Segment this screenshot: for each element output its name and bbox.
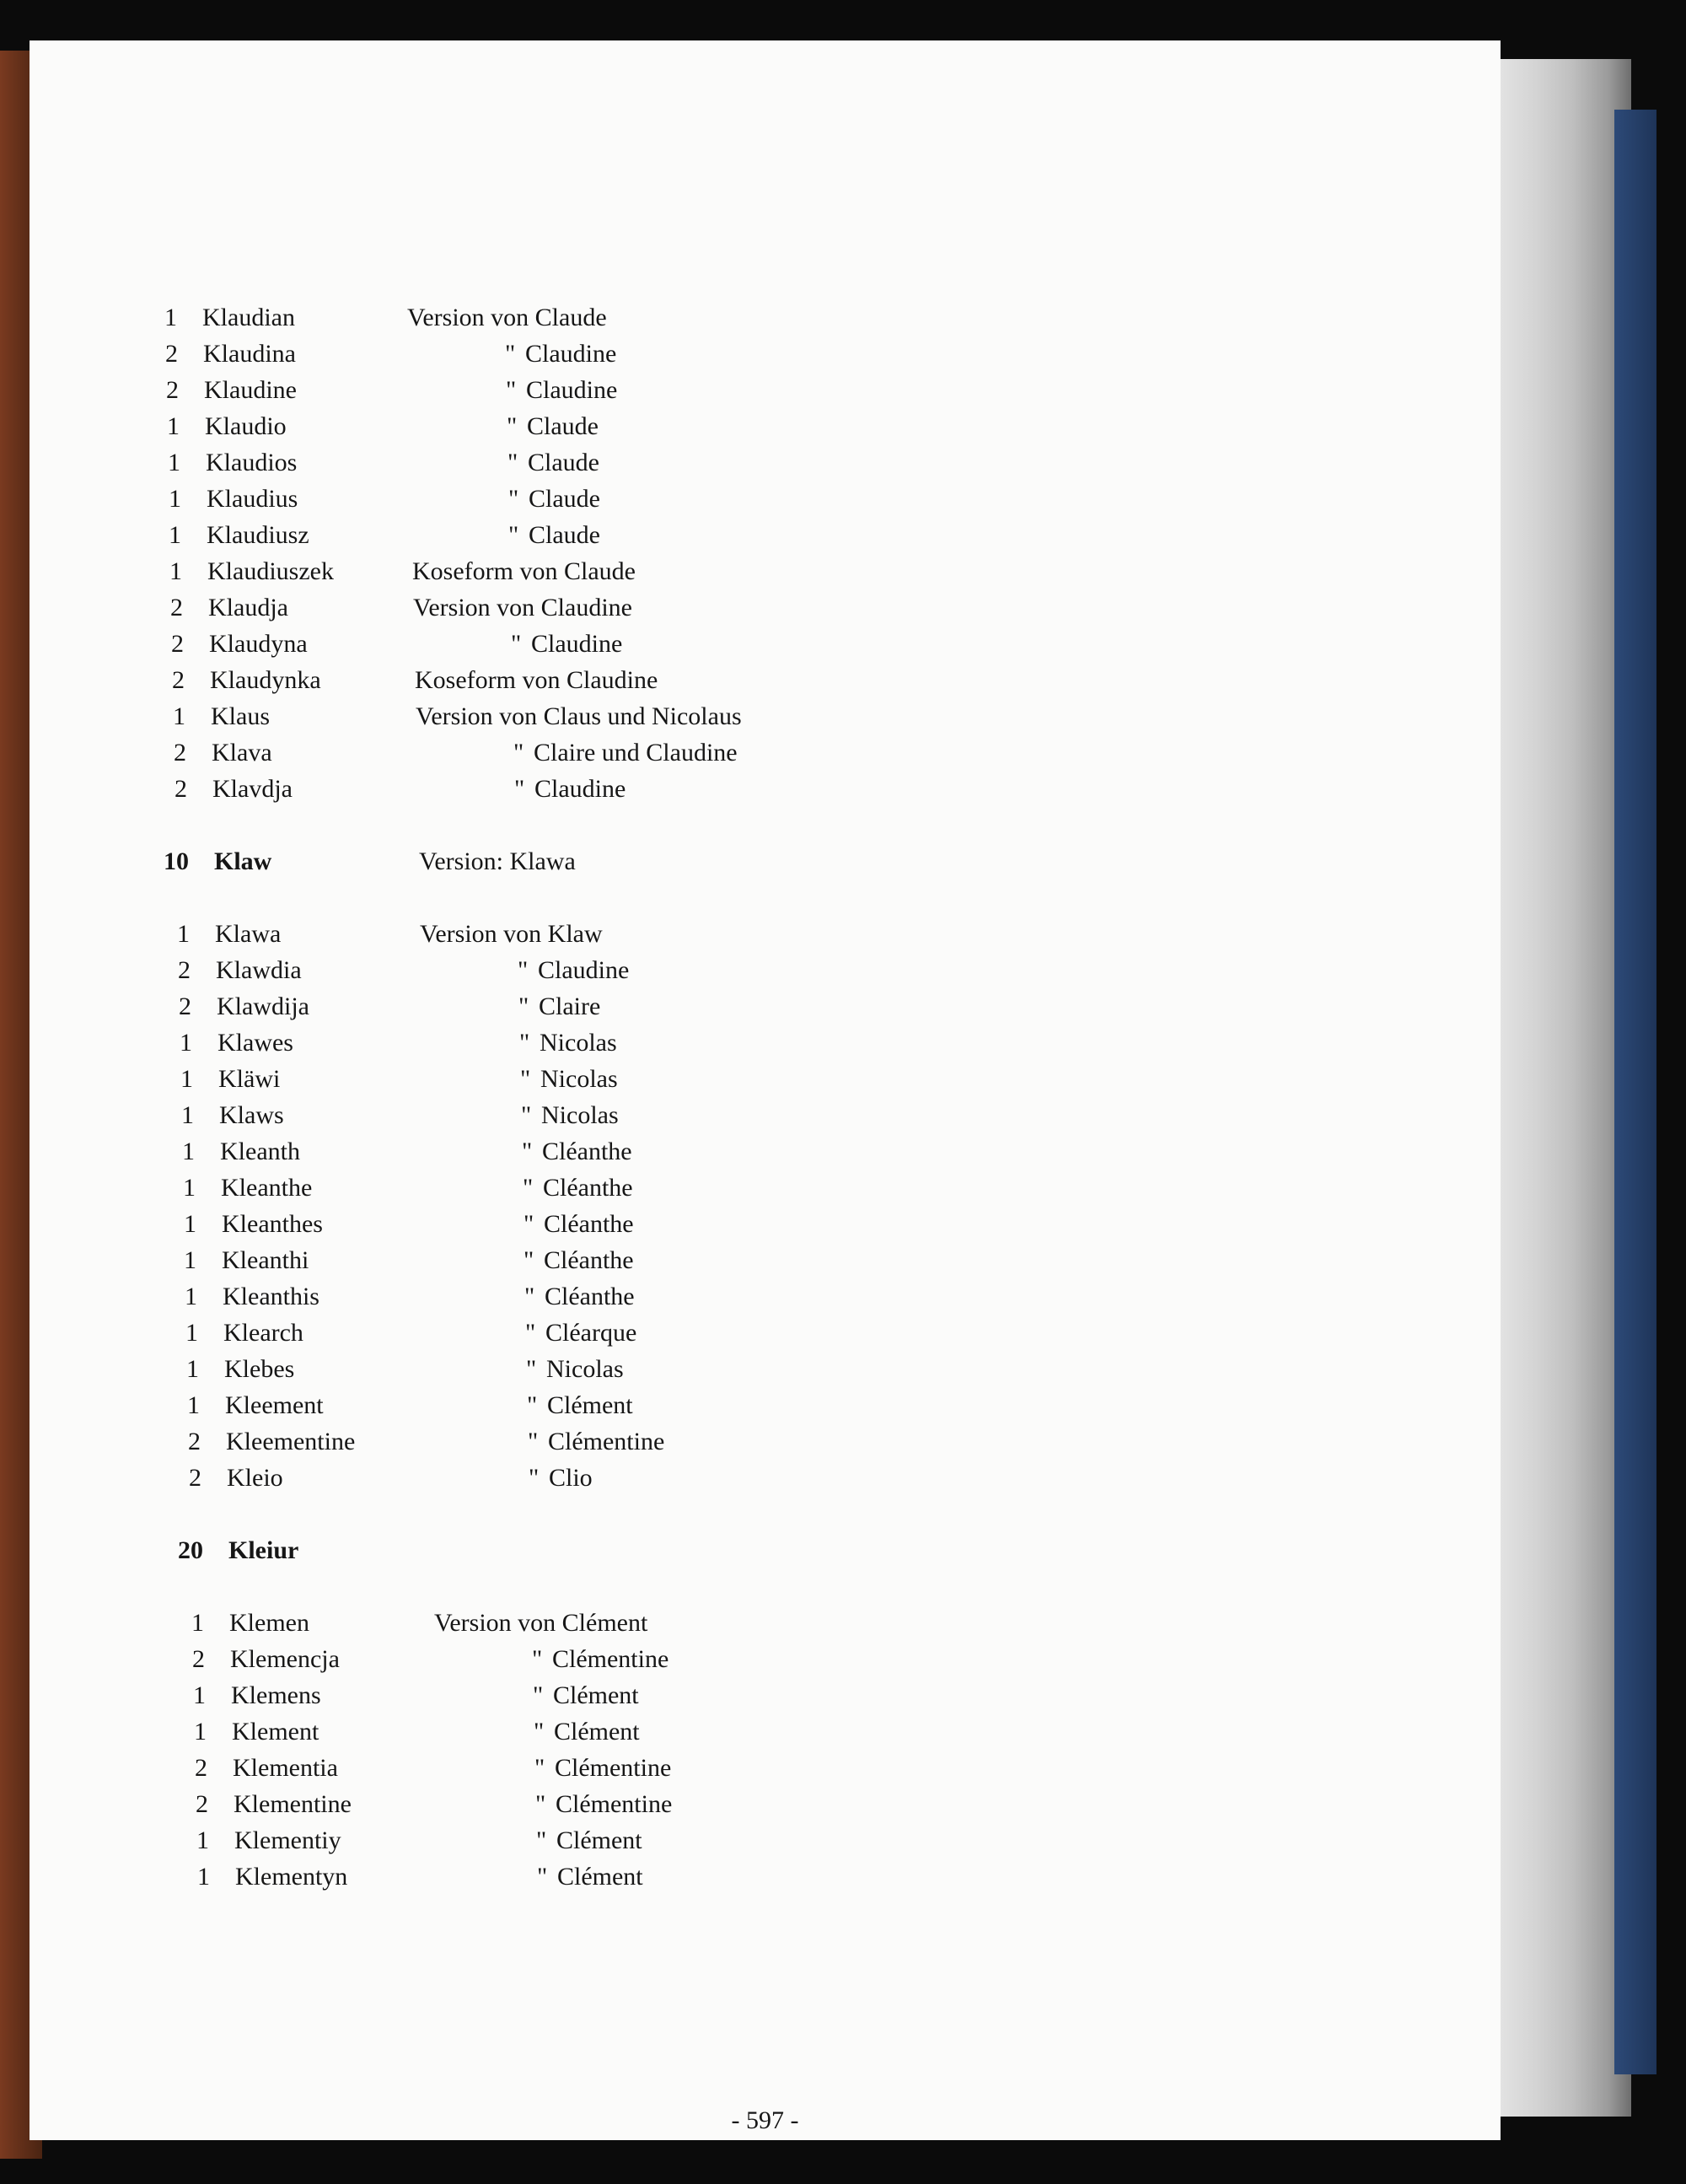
entry-description: Clémentine bbox=[556, 1790, 673, 1818]
entry-name: Klaudja bbox=[208, 594, 288, 621]
list-item bbox=[135, 702, 1062, 740]
entry-count: 1 bbox=[183, 1174, 196, 1202]
list-item bbox=[144, 1138, 1071, 1175]
entry-count: 1 bbox=[180, 1029, 192, 1057]
ditto-mark: " bbox=[519, 1029, 530, 1057]
entry-description: Cléanthe bbox=[543, 1174, 633, 1202]
entry-name: Klavdja bbox=[212, 775, 293, 803]
entry-name: Kleanth bbox=[220, 1138, 300, 1165]
entry-name: Klaudio bbox=[205, 412, 287, 440]
book-page-edges bbox=[1484, 59, 1631, 2117]
entry-name: Kleementine bbox=[226, 1428, 356, 1455]
entry-count: 2 bbox=[166, 376, 179, 404]
entry-name: Klaudiuszek bbox=[207, 557, 334, 585]
entry-name: Klemen bbox=[229, 1609, 309, 1637]
entry-count: 1 bbox=[196, 1826, 209, 1854]
list-item bbox=[134, 666, 1061, 703]
entry-description: Clément bbox=[556, 1826, 642, 1854]
ditto-mark: " bbox=[520, 1065, 531, 1093]
entry-description: Nicolas bbox=[540, 1029, 617, 1057]
entry-count: 1 bbox=[164, 304, 177, 331]
entry-name: Klaudine bbox=[204, 376, 297, 404]
book-page bbox=[30, 40, 1501, 2140]
entry-description: Claudine bbox=[538, 956, 630, 984]
entry-name: Klaudius bbox=[207, 485, 298, 513]
entry-name: Klearch bbox=[223, 1319, 303, 1347]
ditto-mark: " bbox=[529, 1464, 540, 1492]
entry-description: Clément bbox=[553, 1681, 639, 1709]
entry-description: Version von Claudine bbox=[413, 594, 632, 621]
entry-description: Clémentine bbox=[552, 1645, 669, 1673]
entry-description: Cléanthe bbox=[545, 1283, 635, 1310]
entry-count: 1 bbox=[177, 920, 190, 948]
ditto-mark: " bbox=[508, 521, 519, 549]
ditto-mark: " bbox=[526, 1355, 537, 1383]
entry-count: 1 bbox=[185, 1283, 197, 1310]
entry-count: 1 bbox=[168, 449, 180, 476]
entry-description: Cléanthe bbox=[542, 1138, 632, 1165]
ditto-mark: " bbox=[536, 1826, 547, 1854]
entry-description: Claudine bbox=[525, 340, 617, 368]
entry-description: Claudine bbox=[531, 630, 623, 658]
entry-count: 1 bbox=[173, 702, 185, 730]
entry-count: 2 bbox=[192, 1645, 205, 1673]
entry-count: 1 bbox=[184, 1246, 196, 1274]
list-item bbox=[148, 1355, 1076, 1392]
list-item bbox=[157, 1754, 1084, 1791]
entry-count: 1 bbox=[184, 1210, 196, 1238]
entry-count: 1 bbox=[193, 1681, 206, 1709]
ditto-mark: " bbox=[507, 449, 518, 476]
entry-count: 1 bbox=[180, 1065, 193, 1093]
entry-description: Version von Clément bbox=[434, 1609, 648, 1637]
list-item bbox=[143, 1101, 1071, 1138]
entry-count: 2 bbox=[165, 340, 178, 368]
entry-name: Klawa bbox=[215, 920, 282, 948]
entry-name: Klawdia bbox=[216, 956, 302, 984]
entry-name: Klaudian bbox=[202, 304, 295, 331]
entry-name: Kleanthes bbox=[222, 1210, 323, 1238]
entry-description: Clémentine bbox=[555, 1754, 672, 1782]
entry-name: Klementia bbox=[233, 1754, 338, 1782]
entry-count: 2 bbox=[188, 1428, 201, 1455]
ditto-mark: " bbox=[524, 1210, 534, 1238]
entry-count: 1 bbox=[167, 412, 180, 440]
list-item bbox=[142, 1065, 1070, 1102]
ditto-mark: " bbox=[532, 1645, 543, 1673]
entry-name: Kleio bbox=[227, 1464, 283, 1492]
ditto-mark: " bbox=[534, 1718, 545, 1746]
ditto-mark: " bbox=[505, 340, 516, 368]
entry-description: Nicolas bbox=[546, 1355, 624, 1383]
entry-description: Clémentine bbox=[548, 1428, 665, 1455]
entry-count: 1 bbox=[182, 1138, 195, 1165]
entry-description: Clio bbox=[549, 1464, 593, 1492]
entry-name: Kleanthis bbox=[223, 1283, 319, 1310]
entry-count: 2 bbox=[175, 775, 187, 803]
entry-name: Klaudiusz bbox=[207, 521, 309, 549]
list-item bbox=[127, 340, 1055, 377]
list-item bbox=[132, 557, 1059, 594]
entry-description: Claude bbox=[528, 449, 599, 476]
entry-name: Klava bbox=[212, 739, 272, 767]
list-item bbox=[130, 449, 1057, 486]
entry-name: Kläwi bbox=[218, 1065, 281, 1093]
list-item bbox=[156, 1718, 1083, 1755]
entry-name: Klaw bbox=[214, 847, 272, 875]
entry-description: Cléarque bbox=[545, 1319, 637, 1347]
list-item bbox=[142, 1029, 1069, 1066]
page-number: - 597 - bbox=[731, 2106, 799, 2134]
entry-count: 2 bbox=[170, 594, 183, 621]
list-item bbox=[158, 1790, 1085, 1827]
list-item bbox=[139, 920, 1066, 957]
ditto-mark: " bbox=[506, 376, 517, 404]
entry-count: 2 bbox=[189, 1464, 201, 1492]
entry-description: Claudine bbox=[526, 376, 618, 404]
entry-name: Klementine bbox=[234, 1790, 352, 1818]
list-item bbox=[132, 594, 1060, 631]
entry-count: 2 bbox=[172, 666, 185, 694]
entry-name: Klementiy bbox=[234, 1826, 341, 1854]
entry-description: Claude bbox=[529, 485, 600, 513]
list-item bbox=[149, 1391, 1077, 1428]
entry-name: Klaudynka bbox=[210, 666, 321, 694]
list-item bbox=[136, 739, 1063, 776]
entry-count: 1 bbox=[186, 1355, 199, 1383]
entry-count: 1 bbox=[181, 1101, 194, 1129]
list-item bbox=[129, 412, 1056, 449]
entry-count: 2 bbox=[179, 992, 191, 1020]
ditto-mark: " bbox=[533, 1681, 544, 1709]
entry-name: Klaudina bbox=[203, 340, 296, 368]
entry-count: 1 bbox=[191, 1609, 204, 1637]
list-item bbox=[158, 1826, 1086, 1864]
ditto-mark: " bbox=[508, 485, 519, 513]
list-item bbox=[148, 1319, 1075, 1356]
entry-count: 2 bbox=[174, 739, 186, 767]
entry-name: Kleanthi bbox=[222, 1246, 309, 1274]
entry-description: Clément bbox=[554, 1718, 640, 1746]
list-item bbox=[128, 376, 1055, 413]
ditto-mark: " bbox=[511, 630, 522, 658]
list-item bbox=[153, 1609, 1081, 1646]
list-item bbox=[150, 1428, 1077, 1465]
entry-name: Klebes bbox=[224, 1355, 295, 1383]
entry-description: Claude bbox=[527, 412, 599, 440]
entry-count: 1 bbox=[197, 1863, 210, 1891]
list-item bbox=[126, 304, 1054, 341]
entry-description: Nicolas bbox=[540, 1065, 618, 1093]
entry-name: Klawes bbox=[217, 1029, 293, 1057]
list-item bbox=[140, 956, 1067, 993]
entry-count: 1 bbox=[187, 1391, 200, 1419]
entry-name: Kleiur bbox=[228, 1536, 299, 1564]
ditto-mark: " bbox=[534, 1754, 545, 1782]
list-item bbox=[146, 1210, 1073, 1247]
entry-count: 10 bbox=[164, 847, 189, 875]
entry-description: Version von Claude bbox=[407, 304, 607, 331]
entry-count: 2 bbox=[178, 956, 191, 984]
ditto-mark: " bbox=[518, 992, 529, 1020]
entry-description: Cléanthe bbox=[544, 1246, 634, 1274]
entry-description: Version von Claus und Nicolaus bbox=[416, 702, 742, 730]
entry-name: Kleement bbox=[225, 1391, 324, 1419]
ditto-mark: " bbox=[507, 412, 518, 440]
entry-count: 1 bbox=[185, 1319, 198, 1347]
entry-description: Claudine bbox=[534, 775, 626, 803]
entry-name: Klaudios bbox=[206, 449, 298, 476]
list-item bbox=[146, 1246, 1073, 1283]
entry-name: Klemencja bbox=[230, 1645, 340, 1673]
entry-description: Version: Klawa bbox=[419, 847, 576, 875]
entry-name: Klementyn bbox=[235, 1863, 348, 1891]
entry-description: Cléanthe bbox=[544, 1210, 634, 1238]
entry-description: Claude bbox=[529, 521, 600, 549]
list-item bbox=[131, 485, 1058, 522]
entry-count: 1 bbox=[169, 521, 181, 549]
ditto-mark: " bbox=[537, 1863, 548, 1891]
list-item bbox=[159, 1863, 1087, 1900]
entry-count: 1 bbox=[169, 485, 181, 513]
book-cover-right bbox=[1614, 110, 1656, 2074]
entry-description: Nicolas bbox=[541, 1101, 619, 1129]
ditto-mark: " bbox=[527, 1391, 538, 1419]
entry-description: Clément bbox=[557, 1863, 643, 1891]
entry-name: Klemens bbox=[231, 1681, 321, 1709]
ditto-mark: " bbox=[524, 1283, 535, 1310]
list-item bbox=[151, 1464, 1078, 1501]
list-item bbox=[137, 775, 1064, 812]
entry-count: 2 bbox=[196, 1790, 208, 1818]
ditto-mark: " bbox=[525, 1319, 536, 1347]
entry-name: Klement bbox=[232, 1718, 319, 1746]
list-item bbox=[141, 992, 1068, 1030]
ditto-mark: " bbox=[523, 1174, 534, 1202]
entry-description: Claire und Claudine bbox=[534, 739, 738, 767]
ditto-mark: " bbox=[528, 1428, 539, 1455]
ditto-mark: " bbox=[513, 739, 524, 767]
entry-description: Claire bbox=[539, 992, 601, 1020]
list-item bbox=[145, 1174, 1072, 1211]
ditto-mark: " bbox=[514, 775, 525, 803]
list-item bbox=[153, 1536, 1080, 1573]
entry-name: Klawdija bbox=[217, 992, 309, 1020]
list-item bbox=[155, 1681, 1082, 1719]
entry-name: Klaws bbox=[219, 1101, 284, 1129]
entry-count: 1 bbox=[169, 557, 182, 585]
list-item bbox=[147, 1283, 1074, 1320]
list-item bbox=[138, 847, 1066, 885]
entry-description: Koseform von Claudine bbox=[415, 666, 658, 694]
entry-name: Klaus bbox=[211, 702, 270, 730]
ditto-mark: " bbox=[524, 1246, 534, 1274]
entry-description: Clément bbox=[547, 1391, 633, 1419]
entry-count: 1 bbox=[194, 1718, 207, 1746]
list-item bbox=[133, 630, 1060, 667]
ditto-mark: " bbox=[522, 1138, 533, 1165]
ditto-mark: " bbox=[518, 956, 529, 984]
list-item bbox=[131, 521, 1058, 558]
entry-name: Klaudyna bbox=[209, 630, 308, 658]
entry-name: Kleanthe bbox=[221, 1174, 313, 1202]
entry-description: Version von Klaw bbox=[420, 920, 603, 948]
ditto-mark: " bbox=[535, 1790, 546, 1818]
entry-description: Koseform von Claude bbox=[412, 557, 636, 585]
entry-count: 2 bbox=[171, 630, 184, 658]
ditto-mark: " bbox=[521, 1101, 532, 1129]
entry-count: 20 bbox=[178, 1536, 203, 1564]
list-item bbox=[154, 1645, 1082, 1682]
entry-count: 2 bbox=[195, 1754, 207, 1782]
